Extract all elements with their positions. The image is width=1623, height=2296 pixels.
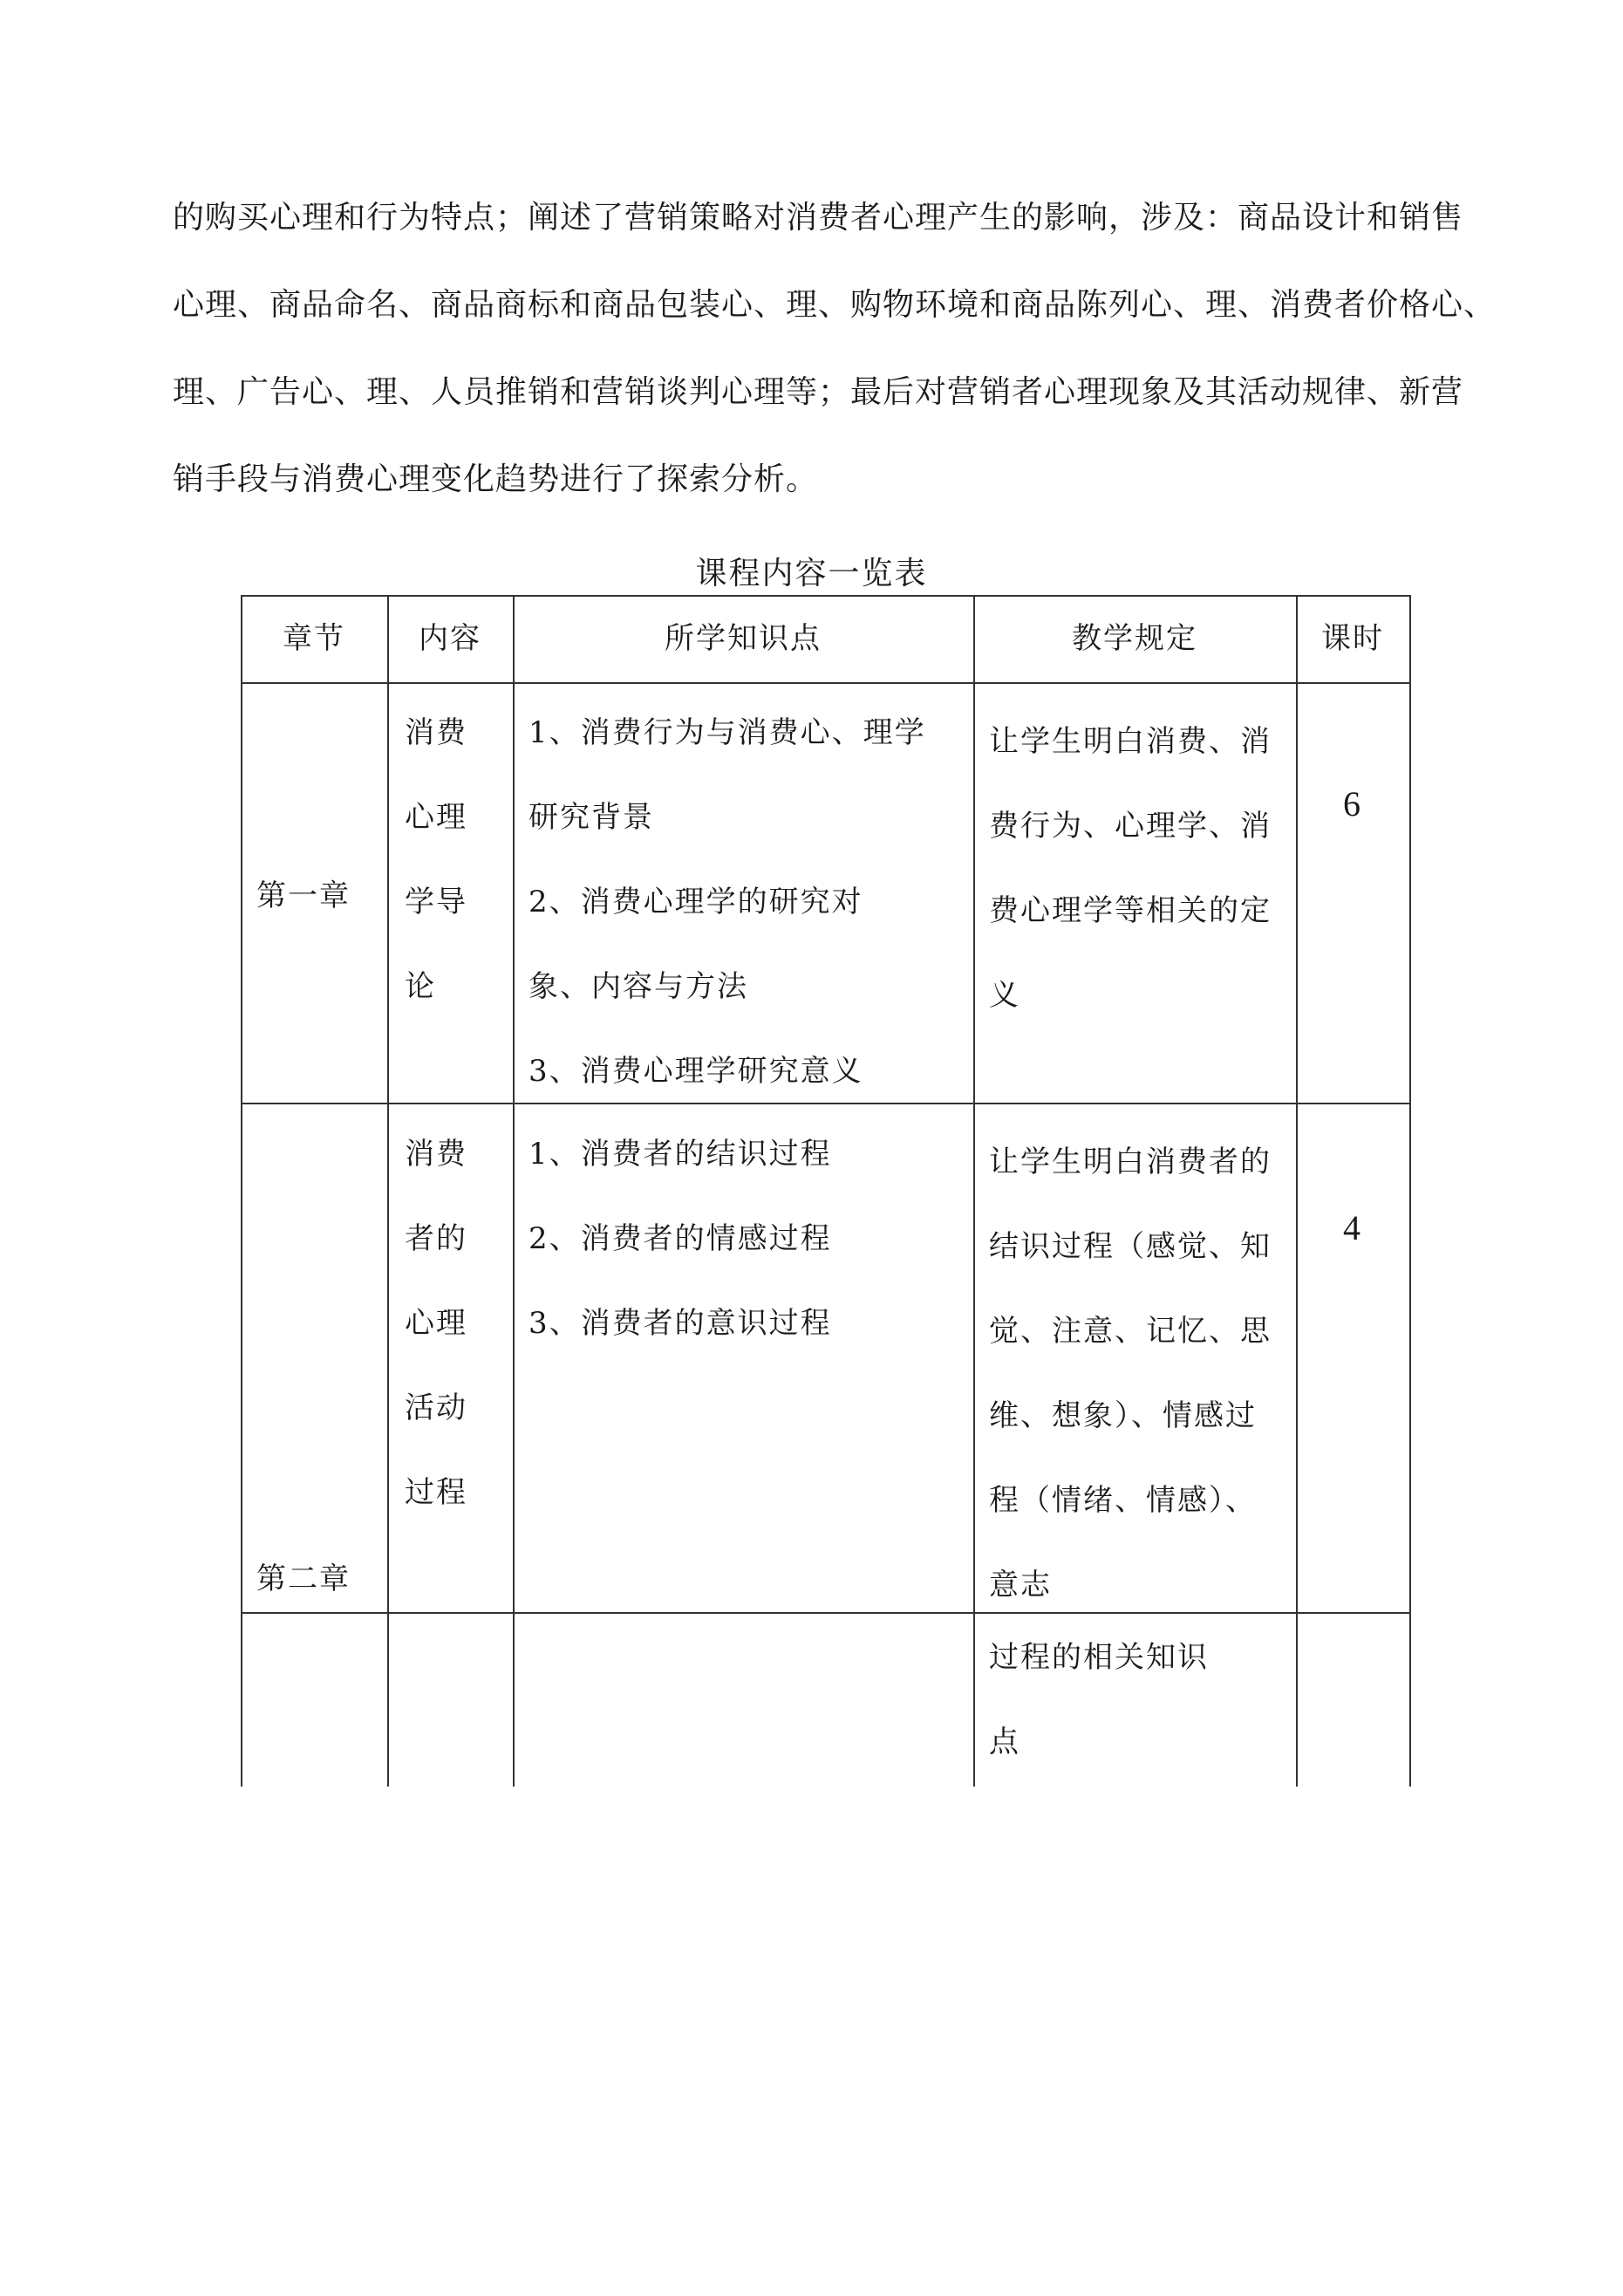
row3-requirement-line: 过程的相关知识 xyxy=(989,1640,1209,1675)
table-border-header xyxy=(241,682,1411,684)
row1-requirement-line: 让学生明白消费、消 xyxy=(989,724,1272,759)
row2-requirement-line: 程（情绪、情感）、 xyxy=(989,1483,1257,1518)
table-border-col1 xyxy=(387,595,389,1787)
row2-content-line: 消费 xyxy=(405,1137,467,1172)
intro-paragraph xyxy=(173,174,1497,523)
row2-chapter: 第二章 xyxy=(256,1561,351,1596)
row1-knowledge-line: 研究背景 xyxy=(528,800,654,835)
row2-knowledge-line: 3、消费者的意识过程 xyxy=(528,1306,832,1341)
table-border-right xyxy=(1409,595,1411,1787)
row1-chapter: 第一章 xyxy=(256,878,351,913)
row1-knowledge-line: 象、内容与方法 xyxy=(528,969,748,1004)
row2-content-line: 心理 xyxy=(405,1306,467,1341)
intro-line: 销手段与消费心理变化趋势进行了探索分析。 xyxy=(173,461,819,497)
header-hours: 课时 xyxy=(1321,621,1384,656)
intro-line: 理、广告心、理、人员推销和营销谈判心理等；最后对营销者心理现象及其活动规律、新营 xyxy=(173,374,1464,410)
row2-requirement-line: 觉、注意、记忆、思 xyxy=(989,1314,1272,1349)
header-requirement: 教学规定 xyxy=(1072,621,1197,656)
row2-hours: 4 xyxy=(1343,1208,1362,1247)
row3-requirement xyxy=(989,1616,1209,1785)
row1-content-line: 消费 xyxy=(405,715,467,750)
row2-content-line: 过程 xyxy=(405,1475,467,1510)
row1-hours: 6 xyxy=(1343,784,1362,823)
row2-requirement-line: 意志 xyxy=(989,1568,1052,1602)
intro-line: 的购买心理和行为特点；阐述了营销策略对消费者心理产生的影响，涉及：商品设计和销售 xyxy=(173,200,1464,236)
table-border-col3 xyxy=(973,595,975,1787)
row1-knowledge-line: 1、消费行为与消费心、理学 xyxy=(528,715,926,750)
header-content: 内容 xyxy=(419,621,481,656)
row1-requirement-line: 费行为、心理学、消 xyxy=(989,809,1272,844)
table-border-col2 xyxy=(513,595,515,1787)
row1-requirement-line: 义 xyxy=(989,978,1020,1013)
row2-knowledge xyxy=(528,1112,832,1366)
row1-requirement-line: 费心理学等相关的定 xyxy=(989,893,1272,928)
row1-knowledge-line: 3、消费心理学研究意义 xyxy=(528,1054,863,1089)
table-caption: 课程内容一览表 xyxy=(695,556,928,591)
row2-requirement-line: 让学生明白消费者的 xyxy=(989,1145,1272,1179)
row1-knowledge-line: 2、消费心理学的研究对 xyxy=(528,885,863,919)
row1-knowledge xyxy=(528,691,926,1114)
intro-line: 心理、商品命名、商品商标和商品包装心、理、购物环境和商品陈列心、理、消费者价格心、 xyxy=(173,287,1497,323)
table-border-col4 xyxy=(1296,595,1298,1787)
row1-content-line: 心理 xyxy=(405,800,467,835)
course-table xyxy=(241,595,1411,1787)
header-knowledge: 所学知识点 xyxy=(665,621,822,656)
row2-content-line: 活动 xyxy=(405,1391,467,1425)
row3-requirement-line: 点 xyxy=(989,1725,1020,1760)
row1-content-line: 论 xyxy=(405,969,436,1004)
row2-requirement-line: 维、想象）、情感过 xyxy=(989,1398,1257,1433)
header-chapter: 章节 xyxy=(283,621,345,656)
row2-requirement xyxy=(989,1120,1272,1628)
row2-knowledge-line: 1、消费者的结识过程 xyxy=(528,1137,832,1172)
row1-requirement xyxy=(989,700,1272,1038)
row2-content-line: 者的 xyxy=(405,1221,467,1256)
row1-content-line: 学导 xyxy=(405,885,467,919)
row2-requirement-line: 结识过程（感觉、知 xyxy=(989,1229,1272,1264)
row1-content xyxy=(405,691,467,1029)
row2-content xyxy=(405,1112,467,1535)
row2-knowledge-line: 2、消费者的情感过程 xyxy=(528,1221,832,1256)
table-border-left xyxy=(241,595,242,1787)
